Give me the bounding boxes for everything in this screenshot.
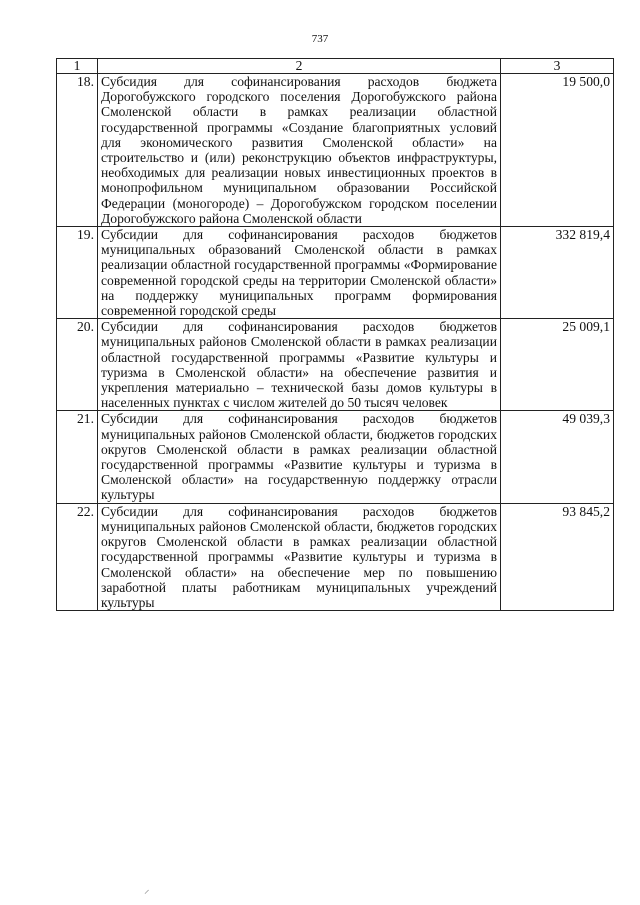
table-row [57, 411, 614, 503]
table-row [57, 74, 614, 227]
column-header-number: 1 [57, 59, 98, 74]
row-number: 20. [57, 319, 98, 411]
row-description: Субсидия для софинансирования расходов бюджета Дорогобужского городского поселения Дорогобужского района Смоленской области в рамках реализации областной государственной программы «Создание благоприятных условий для экономического развития Смоленской области» на строительство и (или) реконструкцию объектов инфраструктуры, необходимых для реализации новых инвестиционных проектов в монопрофильном муниципальном образовании Российской Федерации (моногороде) – Дорогобужском городском поселении Дорогобужского района Смоленской области [98, 74, 501, 227]
row-amount: 25 009,1 [501, 319, 614, 411]
row-description: Субсидии для софинансирования расходов бюджетов муниципальных районов Смоленской области, бюджетов городских округов Смоленской области в рамках реализации областной государственной программы «Развитие культуры и туризма в Смоленской области» на государственную поддержку отрасли культуры [98, 411, 501, 503]
row-description: Субсидии для софинансирования расходов бюджетов муниципальных районов Смоленской области, бюджетов городских округов Смоленской области в рамках реализации областной государственной программы «Развитие культуры и туризма в Смоленской области» на обеспечение мер по повышению заработной платы работникам муниципальных учреждений культуры [98, 503, 501, 610]
column-header-description: 2 [98, 59, 501, 74]
row-number: 18. [57, 74, 98, 227]
page-number: 737 [311, 33, 329, 45]
row-number: 19. [57, 227, 98, 319]
table-header-row [57, 59, 614, 74]
row-description: Субсидии для софинансирования расходов бюджетов муниципальных образований Смоленской области в рамках реализации областной государственной программы «Формирование современной городской среды на территории Смоленской области» на поддержку муниципальных программ формирования современной городской среды [98, 227, 501, 319]
row-number: 22. [57, 503, 98, 610]
row-number: 21. [57, 411, 98, 503]
table-row [57, 227, 614, 319]
row-amount: 49 039,3 [501, 411, 614, 503]
table-row [57, 503, 614, 610]
row-amount: 332 819,4 [501, 227, 614, 319]
row-amount: 93 845,2 [501, 503, 614, 610]
row-description: Субсидии для софинансирования расходов бюджетов муниципальных районов Смоленской области в рамках реализации областной государственной программы «Развитие культуры и туризма в Смоленской области» на обеспечение развития и укрепления материально – технической базы домов культуры в населенных пунктах с числом жителей до 50 тысяч человек [98, 319, 501, 411]
table-row [57, 319, 614, 411]
scan-artifact: ⸝ [144, 884, 150, 896]
row-amount: 19 500,0 [501, 74, 614, 227]
subsidy-table [56, 58, 614, 611]
column-header-amount: 3 [501, 59, 614, 74]
